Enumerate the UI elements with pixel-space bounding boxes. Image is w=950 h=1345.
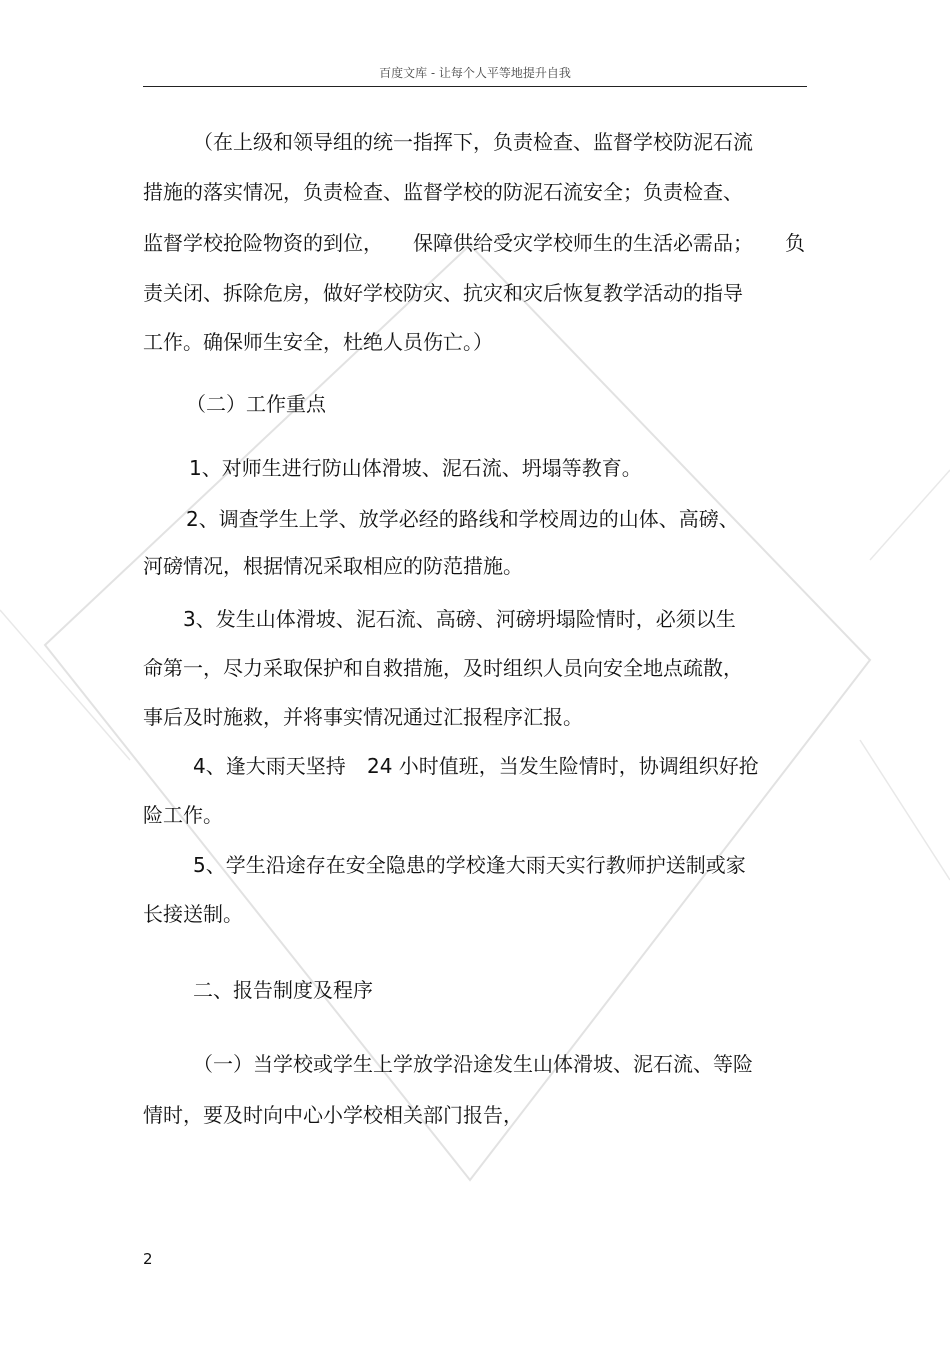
section-heading: （二）工作重点 xyxy=(186,392,326,416)
text-line: 长接送制。 xyxy=(143,902,243,926)
text-line: 河磅情况，根据情况采取相应的防范措施。 xyxy=(143,554,523,578)
text-line: （在上级和领导组的统一指挥下，负责检查、监督学校防泥石流 xyxy=(193,130,753,154)
text-line: 责关闭、拆除危房，做好学校防灾、抗灾和灾后恢复教学活动的指导 xyxy=(143,281,743,305)
text-line: 险工作。 xyxy=(143,803,223,827)
text-line: 24 小时值班，当发生险情时，协调组织好抢 xyxy=(367,754,759,778)
text-line: 负 xyxy=(785,231,805,255)
list-item: 4、逢大雨天坚持 xyxy=(193,754,346,778)
list-item: 2、调查学生上学、放学必经的路线和学校周边的山体、高磅、 xyxy=(186,507,739,531)
text-line: 保障供给受灾学校师生的生活必需品； xyxy=(413,231,753,255)
text-line: （一）当学校或学生上学放学沿途发生山体滑坡、泥石流、等险 xyxy=(193,1052,753,1076)
list-item: 5、学生沿途存在安全隐患的学校逢大雨天实行教师护送制或家 xyxy=(193,853,746,877)
list-item: 3、发生山体滑坡、泥石流、高磅、河磅坍塌险情时，必须以生 xyxy=(183,607,736,631)
page-number: 2 xyxy=(143,1250,153,1268)
text-line: 工作。确保师生安全，杜绝人员伤亡。） xyxy=(143,330,493,354)
text-line: 措施的落实情况，负责检查、监督学校的防泥石流安全；负责检查、 xyxy=(143,180,743,204)
text-line: 命第一，尽力采取保护和自救措施，及时组织人员向安全地点疏散， xyxy=(143,656,743,680)
text-line: 事后及时施救，并将事实情况通过汇报程序汇报。 xyxy=(143,705,583,729)
text-line: 情时，要及时向中心小学校相关部门报告， xyxy=(143,1103,523,1127)
text-line: 监督学校抢险物资的到位， xyxy=(143,231,383,255)
page-header: 百度文库 - 让每个人平等地提升自我 xyxy=(143,64,807,87)
section-heading: 二、报告制度及程序 xyxy=(193,978,373,1002)
list-item: 1、对师生进行防山体滑坡、泥石流、坍塌等教育。 xyxy=(189,456,642,480)
